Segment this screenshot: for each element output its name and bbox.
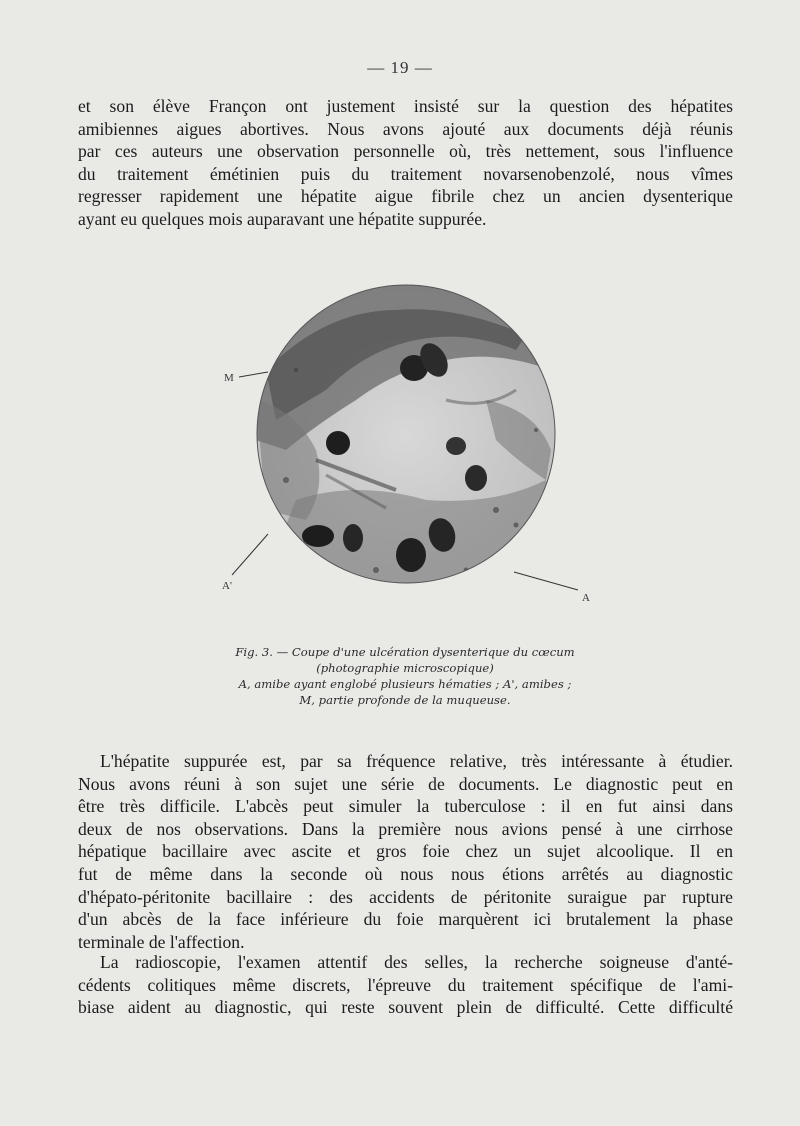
- caption-line: Fig. 3. — Coupe d'une ulcération dysenterique du cœcum: [235, 645, 575, 659]
- paragraph-radioscopie: [78, 951, 733, 1019]
- microscope-photograph: [196, 250, 616, 620]
- text-line: deux de nos observations. Dans la première nous avions pensé à une cirrhose: [78, 818, 733, 839]
- figure-label-a: A: [582, 592, 590, 604]
- figure-label-m: M: [224, 372, 234, 384]
- caption-line: (photographie microscopique): [316, 661, 494, 675]
- text-line: cédents colitiques même discrets, l'épreuve du traitement spécifique de l'ami-: [78, 974, 733, 995]
- text-line: du traitement émétinien puis du traitement novarsenobenzolé, nous vîmes: [78, 163, 733, 184]
- text-line: fut de même dans la seconde où nous nous étions arrêtés au diagnostic: [78, 863, 733, 884]
- text-line: par ces auteurs une observation personnelle où, très nettement, sous l'influence: [78, 141, 733, 162]
- paragraph-hepatite-suppuree: [78, 750, 733, 953]
- text-line: amibiennes aigues abortives. Nous avons ajouté aux documents déjà réunis: [78, 118, 733, 139]
- figure-label-a-prime: A': [222, 580, 232, 592]
- text-line: être très difficile. L'abcès peut simuler la tuberculose : il en fut ainsi dans: [78, 796, 733, 817]
- text-line: d'un abcès de la face inférieure du foie marquèrent ici brutalement la phase: [78, 909, 733, 930]
- figure-caption: [190, 644, 620, 708]
- text-line: terminale de l'affection.: [78, 931, 245, 952]
- text-line: La radioscopie, l'examen attentif des selles, la recherche soigneuse d'anté-: [100, 952, 733, 972]
- text-line: hépatique bacillaire avec ascite et gros foie chez un sujet alcoolique. Il en: [78, 841, 733, 862]
- text-line: et son élève Françon ont justement insisté sur la question des hépatites: [78, 96, 733, 116]
- text-line: ayant eu quelques mois auparavant une hépatite suppurée.: [78, 208, 487, 229]
- text-line: regresser rapidement une hépatite aigue fibrile chez un ancien dysenterique: [78, 186, 733, 207]
- text-line: L'hépatite suppurée est, par sa fréquence relative, très intéressante à étudier.: [100, 751, 733, 771]
- text-line: d'hépato-péritonite bacillaire : des accidents de péritonite suraigue par rupture: [78, 886, 733, 907]
- page-number: — 19 —: [367, 58, 433, 77]
- text-line: biase aident au diagnostic, qui reste souvent plein de difficulté. Cette difficulté: [78, 997, 733, 1018]
- text-line: Nous avons réuni à son sujet une série de documents. Le diagnostic peut en: [78, 773, 733, 794]
- caption-line: A, amibe ayant englobé plusieurs hématies ; A', amibes ;: [238, 677, 572, 691]
- caption-line: M, partie profonde de la muqueuse.: [299, 693, 511, 707]
